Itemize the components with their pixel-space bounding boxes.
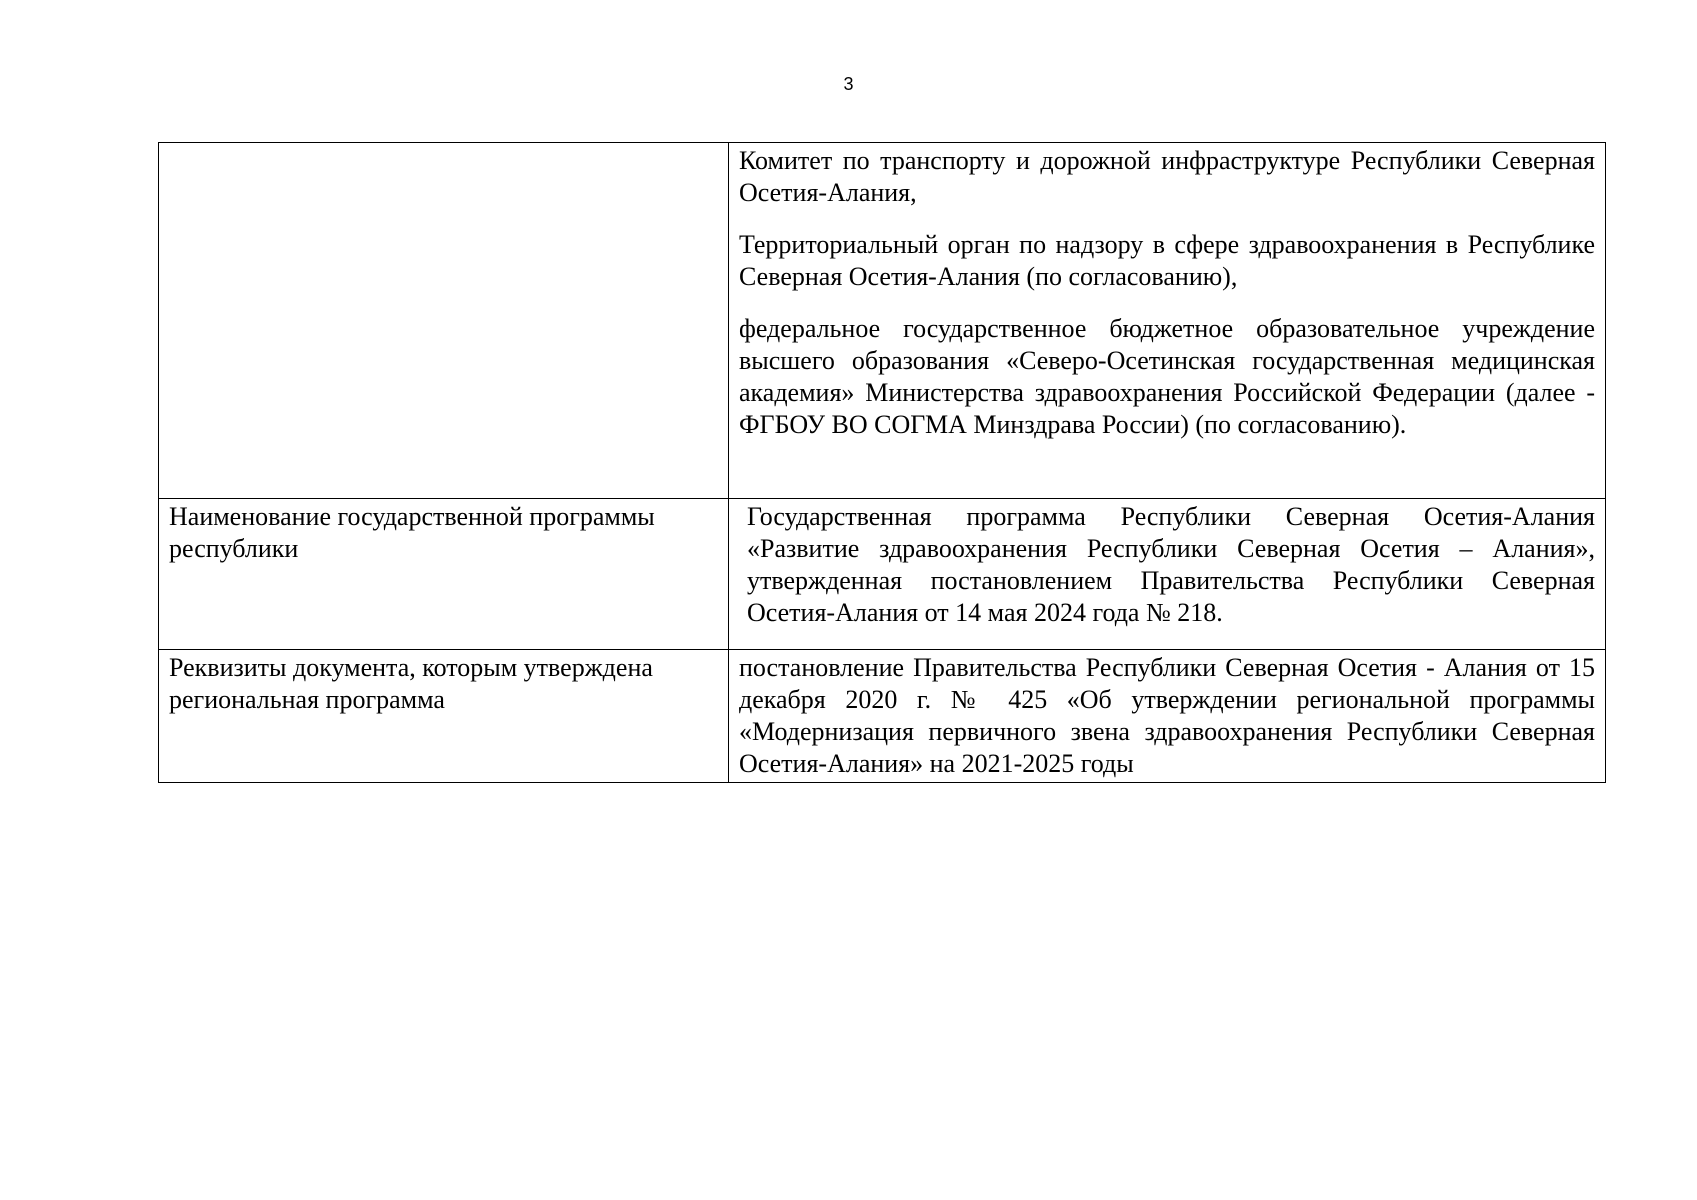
document-details-label-text: Реквизиты документа, которым утверждена региональная программа: [169, 653, 653, 714]
page-number: 3: [843, 74, 854, 94]
row-label-empty: [159, 143, 729, 499]
row-label-document-details: [159, 650, 729, 783]
table-row-state-program: [159, 499, 1606, 650]
participant-health-supervision: Территориальный орган по надзору в сфере здравоохранения в Республике Северная Осетия-Алания (по согласованию),: [739, 230, 1595, 291]
row-label-state-program: [159, 499, 729, 650]
state-program-text: Государственная программа Республики Северная Осетия-Алания «Развитие здравоохранения Республики Северная Осетия – Алания», утвержденная постановлением Правительства Республики Северная Осетия-Алания от 14 мая 2024 года № 218.: [747, 502, 1595, 627]
participant-transport-committee: Комитет по транспорту и дорожной инфраструктуре Республики Северная Осетия-Алания,: [739, 146, 1595, 207]
document-table: [158, 142, 1606, 783]
row-value-state-program: [729, 499, 1606, 650]
table-row-participants: [159, 143, 1606, 499]
table-row-document-details: [159, 650, 1606, 783]
participant-medical-academy: федеральное государственное бюджетное образовательное учреждение высшего образования «Северо-Осетинская государственная медицинская академия» Министерства здравоохранения Российской Федерации (далее - ФГБОУ ВО СОГМА Минздрава России) (по согласованию).: [739, 314, 1595, 439]
row-value-document-details: [729, 650, 1606, 783]
document-details-text: постановление Правительства Республики Северная Осетия - Алания от 15 декабря 2020 г. № 425 «Об утверждении региональной программы «Модернизация первичного звена здравоохранения Республики Северная Осетия-Алания» на 2021-2025 годы: [739, 653, 1595, 778]
state-program-label-text: Наименование государственной программы республики: [169, 502, 655, 563]
row-value-participants: [729, 143, 1606, 499]
